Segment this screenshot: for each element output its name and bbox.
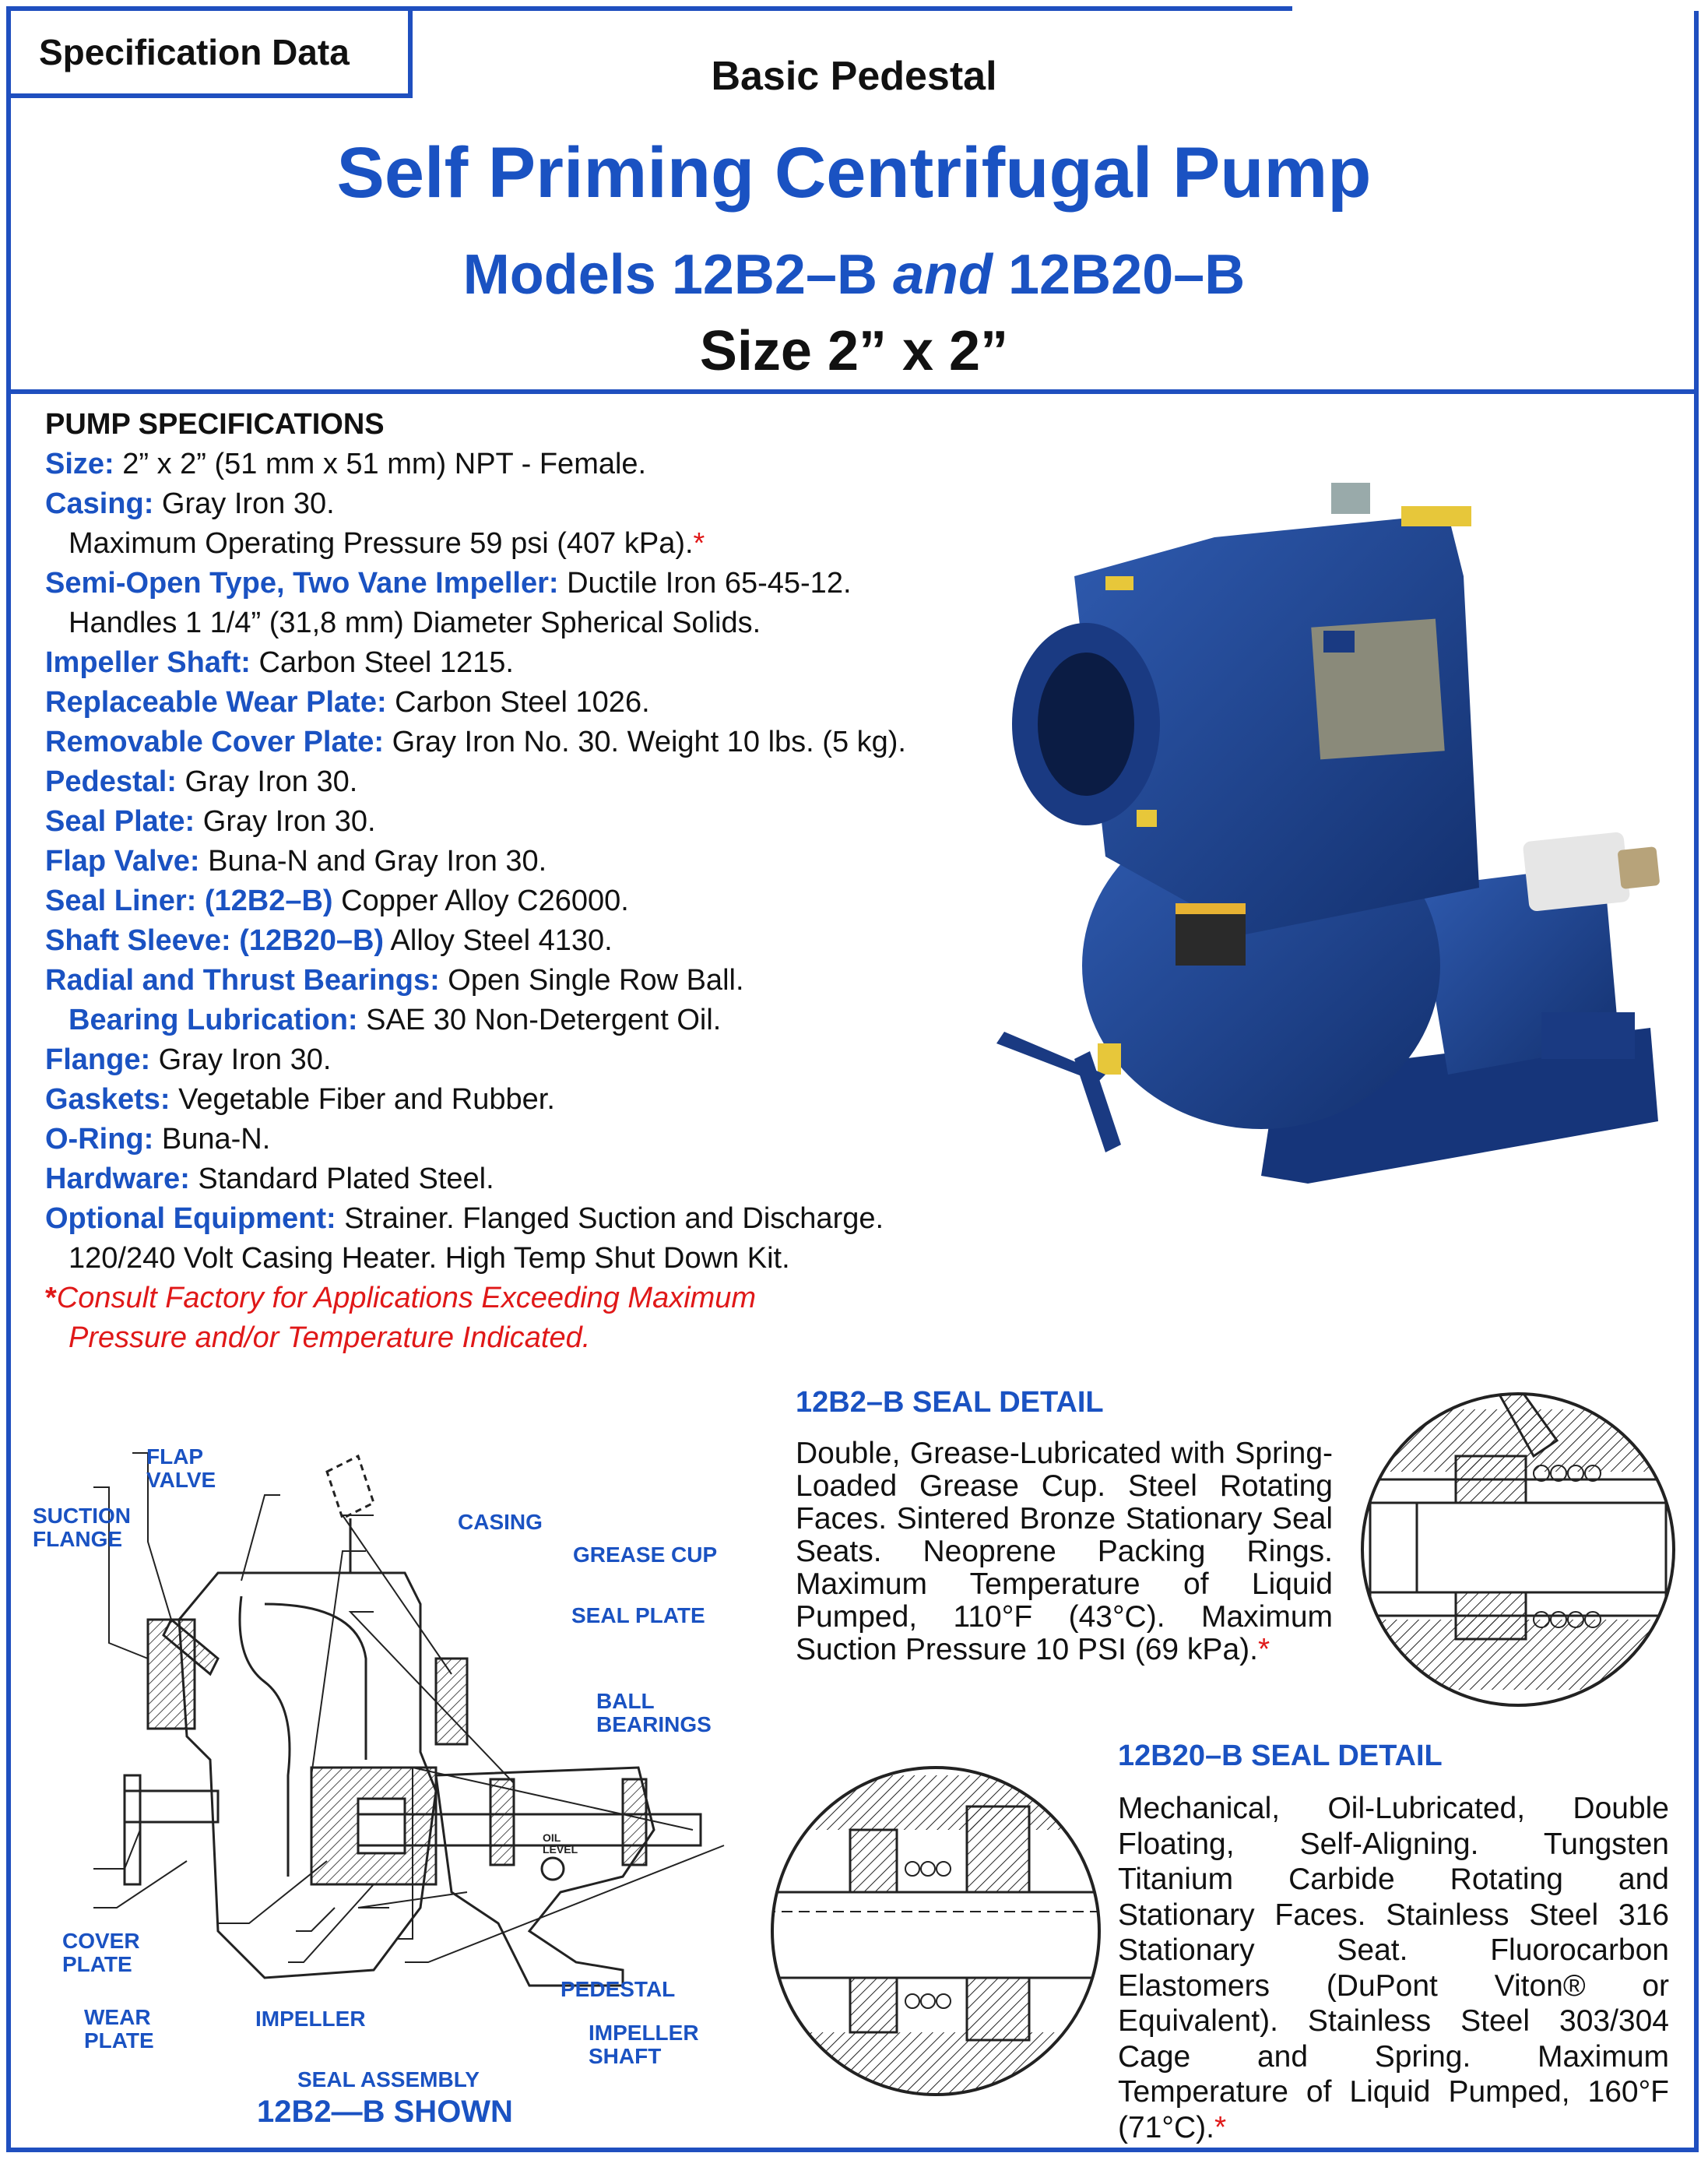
spec-row — [45, 1120, 995, 1159]
seal-12b20-detail-drawing — [764, 1760, 1107, 2102]
spec-row — [45, 1040, 995, 1080]
spec-row-cont — [45, 603, 995, 643]
spec-value: 2” x 2” (51 mm x 51 mm) NPT - Female. — [114, 448, 647, 480]
spec-label: Casing: — [45, 487, 154, 520]
spec-rows — [45, 445, 995, 1279]
spec-row-cont — [45, 1239, 995, 1279]
seal-12b2-detail-drawing — [1355, 1386, 1682, 1713]
label-suction-flange — [33, 1504, 131, 1551]
spec-label: Optional Equipment: — [45, 1202, 336, 1235]
models-line — [0, 243, 1708, 307]
label-pedestal: PEDESTAL — [561, 1977, 676, 2001]
spec-label: Seal Plate: — [45, 805, 195, 838]
spec-label: Replaceable Wear Plate: — [45, 686, 387, 719]
spec-row — [45, 643, 995, 683]
spec-value: Gray Iron 30. — [195, 805, 376, 838]
spec-label: Removable Cover Plate: — [45, 726, 385, 758]
label-impeller-shaft — [589, 2021, 699, 2068]
spec-row — [45, 1199, 995, 1239]
spec-label: Impeller Shaft: — [45, 646, 251, 679]
spec-note — [45, 1279, 995, 1318]
note-star: * — [45, 1282, 57, 1314]
spec-value: Buna-N. — [153, 1123, 271, 1156]
spec-value: Copper Alloy C26000. — [332, 885, 629, 917]
spec-value: Gray Iron 30. — [176, 765, 358, 798]
cover-plate-text: COVER PLATE — [62, 1929, 140, 1976]
spec-star: * — [693, 527, 705, 560]
ball-bearings-text: BALL BEARINGS — [596, 1689, 712, 1736]
spec-value: Open Single Row Ball. — [439, 964, 744, 997]
seal-12b2-body: Double, Grease-Lubricated with Spring-Loaded Grease Cup. Steel Rotating Faces. Sintered Bronze Stationary Seal Seats. Neoprene Packing Rings. Maximum Temperature of Liquid Pumped, 110°F (43°C). Maximum Suction Pressure 10 PSI (69 kPa). — [796, 1437, 1333, 1666]
cutaway-title: 12B2—B SHOWN — [257, 2095, 513, 2129]
oil-level-text: OIL LEVEL — [543, 1831, 578, 1856]
label-oil-level — [543, 1832, 578, 1856]
models-prefix: Models 12B2–B — [462, 244, 893, 306]
spec-label: Hardware: — [45, 1163, 190, 1195]
spec-label: Shaft Sleeve: (12B20–B) — [45, 924, 385, 957]
suction-flange-text: SUCTION FLANGE — [33, 1504, 131, 1551]
models-and: and — [892, 244, 993, 306]
spec-label: Radial and Thrust Bearings: — [45, 964, 440, 997]
seal-12b2-text — [796, 1437, 1333, 1666]
spec-cont-value: Handles 1 1/4” (31,8 mm) Diameter Spherical Solids. — [69, 607, 761, 639]
label-seal-assembly: SEAL ASSEMBLY — [297, 2067, 480, 2091]
page-subtitle: Basic Pedestal — [711, 54, 997, 99]
specs-heading: PUMP SPECIFICATIONS — [45, 408, 385, 441]
spec-row — [45, 762, 995, 802]
spec-label: Semi-Open Type, Two Vane Impeller: — [45, 567, 559, 600]
spec-label: O-Ring: — [45, 1123, 154, 1156]
frame-gap — [1292, 0, 1708, 11]
size-line: Size 2” x 2” — [699, 320, 1009, 382]
spec-row-cont — [45, 524, 995, 564]
spec-row — [45, 484, 995, 524]
label-cover-plate — [62, 1930, 140, 1976]
spec-cont-label: Bearing Lubrication: — [69, 1004, 358, 1036]
spec-value: Carbon Steel 1026. — [386, 686, 650, 719]
spec-value: Buna-N and Gray Iron 30. — [199, 845, 547, 878]
seal-12b20-text — [1118, 1791, 1669, 2145]
spec-value: Vegetable Fiber and Rubber. — [170, 1083, 555, 1116]
pump-specifications — [45, 405, 995, 1358]
spec-value: Strainer. Flanged Suction and Discharge. — [336, 1202, 884, 1235]
models-suffix: 12B20–B — [993, 244, 1246, 306]
spec-value: Standard Plated Steel. — [189, 1163, 494, 1195]
pump-photo — [981, 483, 1666, 1199]
spec-cont-value: Maximum Operating Pressure 59 psi (407 kPa). — [69, 527, 694, 560]
seal-12b2-heading: 12B2–B SEAL DETAIL — [796, 1386, 1104, 1419]
spec-row — [45, 842, 995, 881]
spec-value: Carbon Steel 1215. — [250, 646, 514, 679]
label-wear-plate — [84, 2006, 154, 2053]
flap-valve-text: FLAP VALVE — [146, 1444, 216, 1492]
spec-row-cont — [45, 1001, 995, 1040]
spec-row — [45, 564, 995, 603]
spec-value: Ductile Iron 65-45-12. — [558, 567, 852, 600]
spec-row — [45, 961, 995, 1001]
seal-12b20-body: Mechanical, Oil-Lubricated, Double Floating, Self-Aligning. Tungsten Titanium Carbide Rotating and Stationary Faces. Stainless Steel 316 Stationary Seat. Fluorocarbon Elastomers (DuPont Viton® or Equivalent). Stainless Steel 303/304 Cage and Spring. Maximum Temperature of Liquid Pumped, 160°F (71°C). — [1118, 1792, 1669, 2144]
spec-cont-value: SAE 30 Non-Detergent Oil. — [357, 1004, 722, 1036]
spec-cont-value: 120/240 Volt Casing Heater. High Temp Shut Down Kit. — [69, 1242, 790, 1275]
spec-label: Flap Valve: — [45, 845, 200, 878]
spec-value: Gray Iron 30. — [153, 487, 335, 520]
spec-label: Gaskets: — [45, 1083, 170, 1116]
label-impeller: IMPELLER — [255, 2007, 366, 2031]
spec-value: Alloy Steel 4130. — [384, 924, 613, 957]
spec-label: Size: — [45, 448, 114, 480]
spec-value: Gray Iron 30. — [150, 1043, 332, 1076]
spec-value: Gray Iron No. 30. Weight 10 lbs. (5 kg). — [384, 726, 906, 758]
page-title: Self Priming Centrifugal Pump — [336, 133, 1372, 213]
spec-label: Flange: — [45, 1043, 151, 1076]
spec-row — [45, 445, 995, 484]
spec-row — [45, 723, 995, 762]
wear-plate-text: WEAR PLATE — [84, 2005, 154, 2053]
header-divider — [6, 389, 1699, 394]
spec-row — [45, 881, 995, 921]
label-seal-plate: SEAL PLATE — [571, 1603, 705, 1627]
spec-row — [45, 683, 995, 723]
spec-label: Seal Liner: (12B2–B) — [45, 885, 333, 917]
label-grease-cup: GREASE CUP — [573, 1543, 718, 1567]
spec-note-cont: Pressure and/or Temperature Indicated. — [69, 1321, 591, 1354]
label-casing: CASING — [458, 1510, 543, 1534]
seal-12b20-star: * — [1214, 2110, 1227, 2144]
impeller-shaft-text: IMPELLER SHAFT — [589, 2021, 699, 2068]
note-line-1: Consult Factory for Applications Exceeding Maximum — [56, 1282, 757, 1314]
seal-12b2-star: * — [1257, 1633, 1270, 1666]
spec-row — [45, 1159, 995, 1199]
spec-label: Pedestal: — [45, 765, 177, 798]
label-ball-bearings — [596, 1690, 712, 1736]
spec-data-tab: Specification Data — [6, 6, 413, 98]
seal-12b20-heading: 12B20–B SEAL DETAIL — [1118, 1740, 1443, 1772]
spec-row — [45, 921, 995, 961]
spec-row — [45, 1080, 995, 1120]
label-flap-valve — [146, 1445, 216, 1492]
spec-row — [45, 802, 995, 842]
